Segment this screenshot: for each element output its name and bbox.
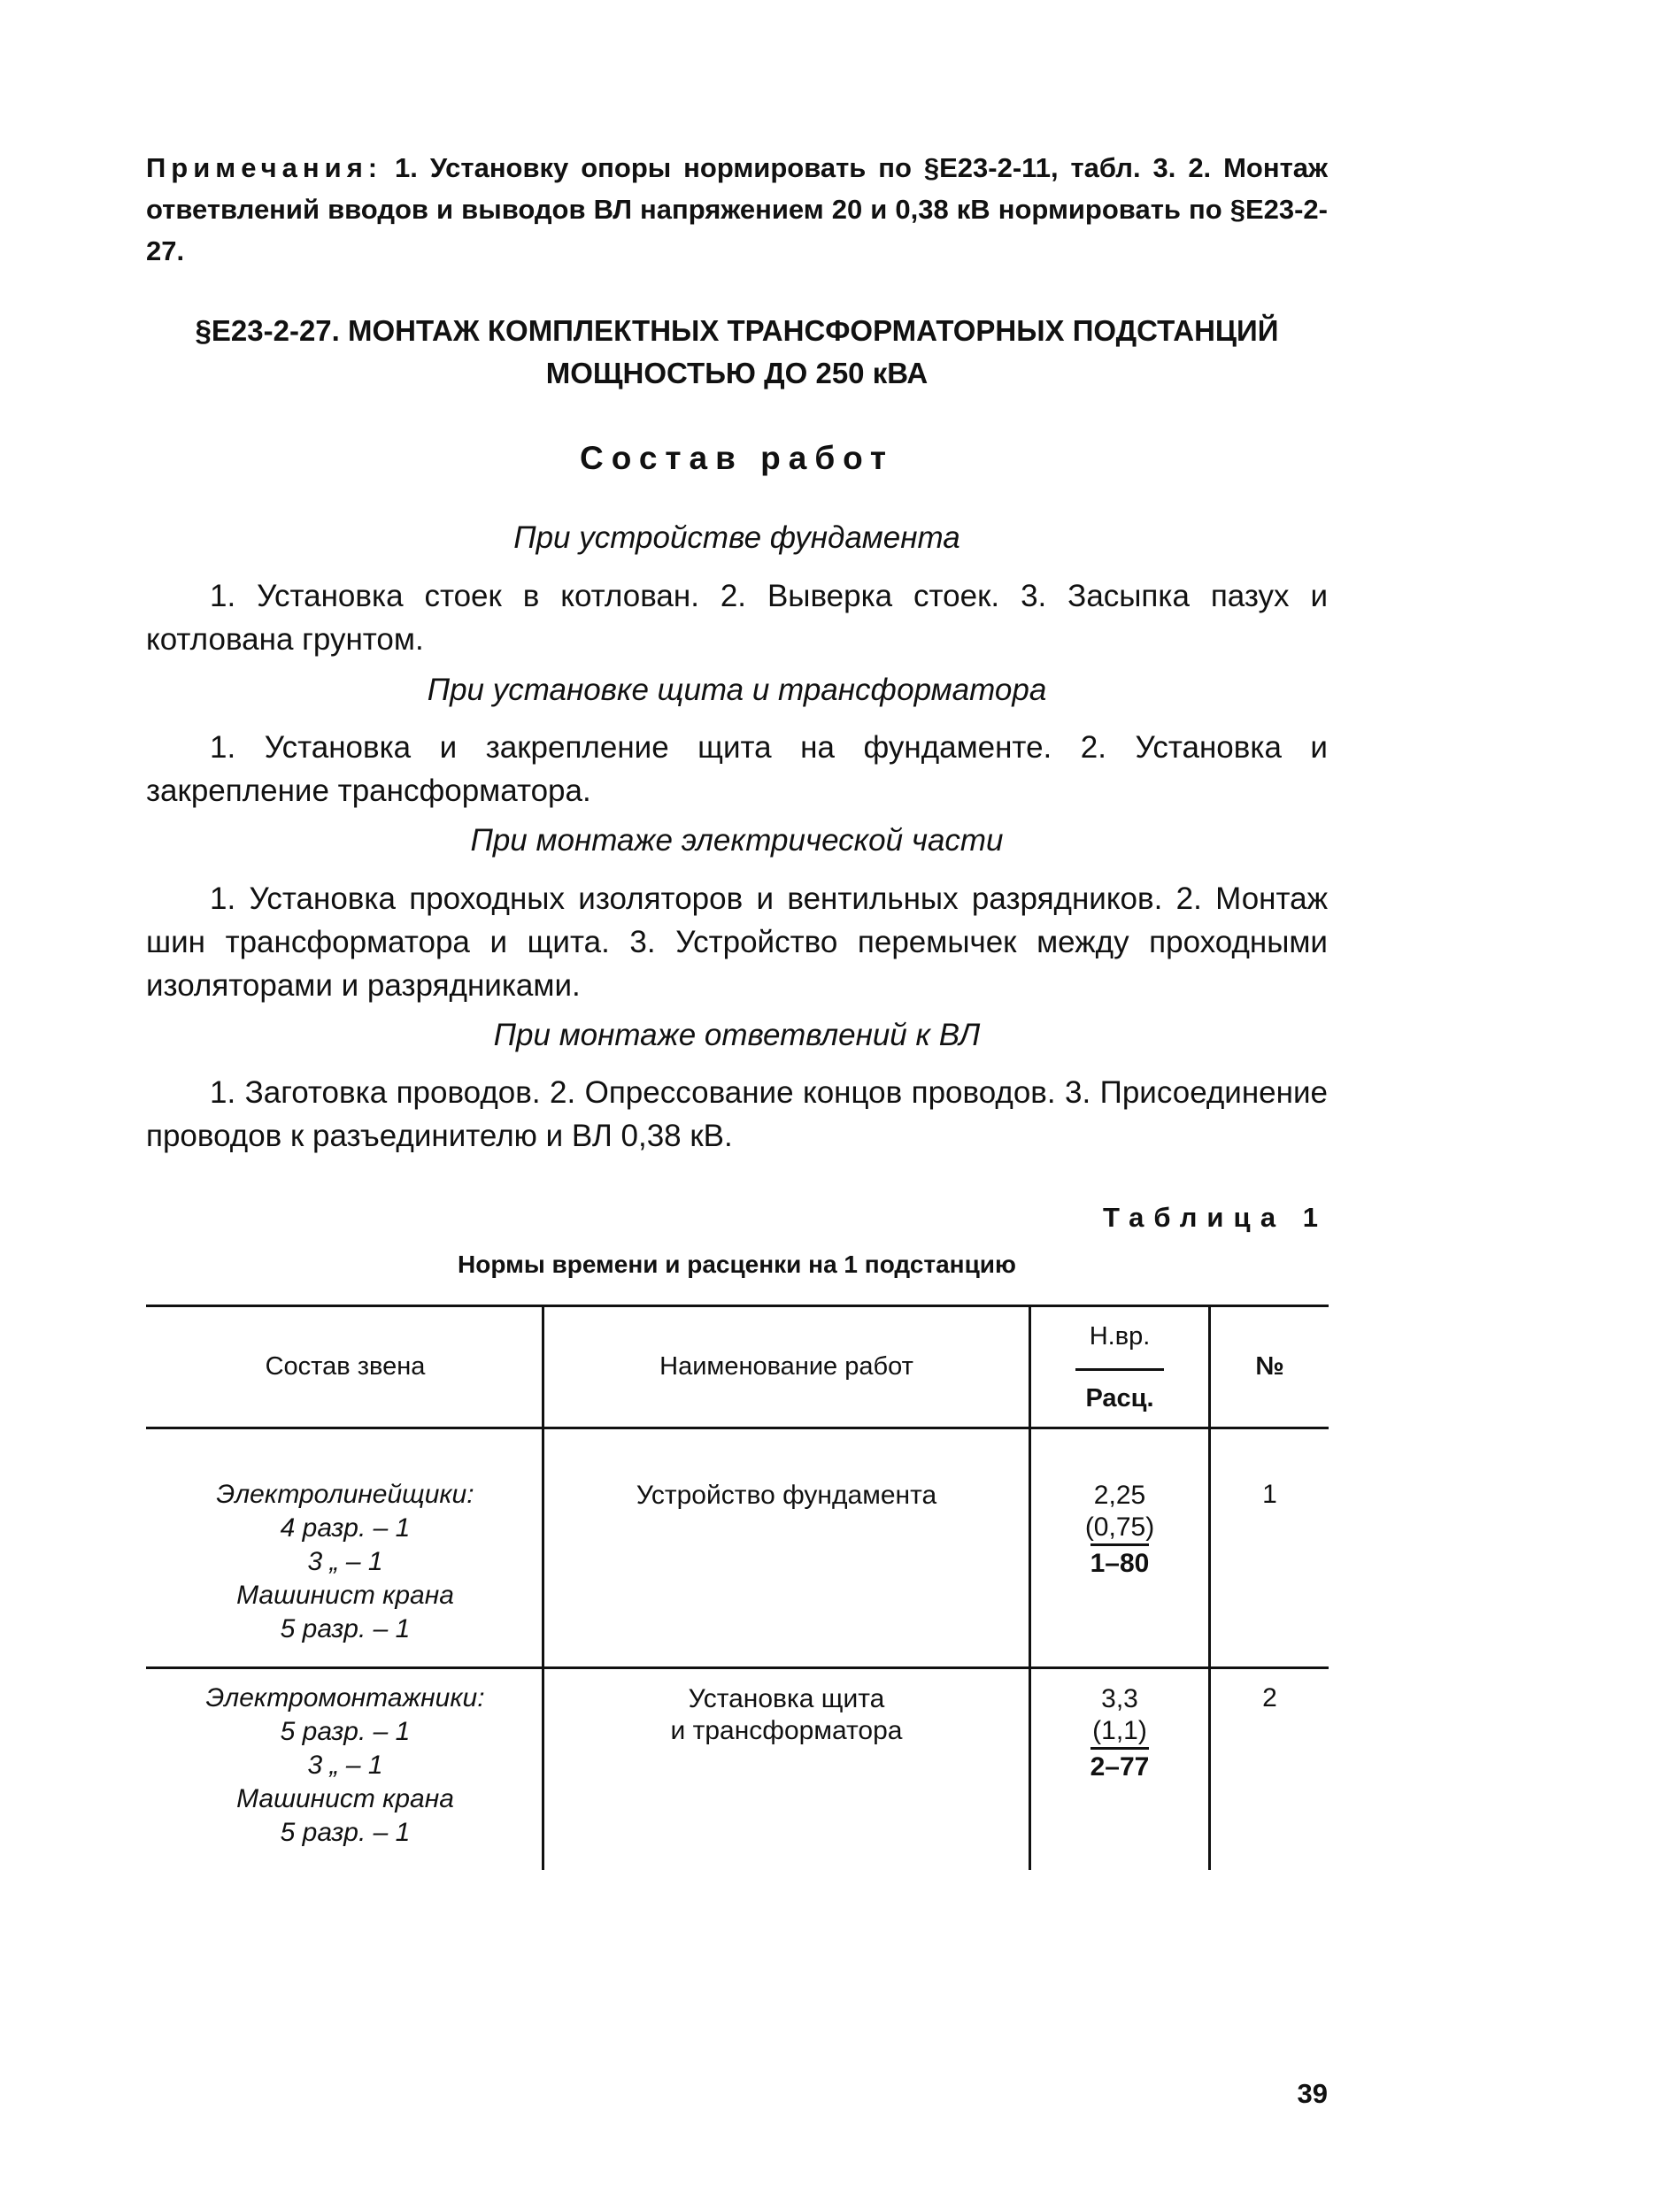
composition-group-1-text: 1. Установка стоек в котлован. 2. Выверка стоек. 3. Засыпка пазух и котлована грунтом. (146, 579, 1328, 657)
table-column-divider-3 (1208, 1305, 1211, 1870)
header-norm-divider (1075, 1368, 1164, 1371)
composition-title: Состав работ (580, 440, 894, 476)
section-title-line1: §Е23-2-27. МОНТАЖ КОМПЛЕКТНЫХ ТРАНСФОРМАТОРНЫХ ПОДСТАНЦИЙ (195, 314, 1279, 347)
work-1-line-1: Устройство фундамента (636, 1481, 937, 1510)
crew-2-line-1: Электромонтажники: (205, 1683, 485, 1713)
crew-2-line-5: 5 разр. – 1 (280, 1818, 411, 1847)
crew-1-line-3: 3 „ – 1 (307, 1547, 383, 1576)
crew-2-line-4: Машинист крана (236, 1784, 454, 1813)
section-title-line2: МОЩНОСТЬЮ ДО 250 кВА (545, 357, 929, 389)
table-column-divider-1 (542, 1305, 544, 1870)
table-row-1-norm (1031, 1480, 1208, 1580)
section-heading (146, 310, 1328, 395)
norm-1-rate: 1–80 (1090, 1543, 1150, 1580)
crew-1-line-1: Электролинейщики: (216, 1480, 474, 1509)
table-row-1-number: 1 (1262, 1480, 1277, 1509)
table-row-1-work (544, 1480, 1029, 1512)
table-header-border (146, 1427, 1329, 1429)
header-crew: Состав звена (265, 1352, 426, 1381)
work-2-line-2: и трансформатора (670, 1716, 903, 1745)
composition-group-3-heading: При монтаже электрической части (470, 823, 1004, 858)
work-2-line-1: Установка щита (688, 1684, 885, 1713)
composition-group-2-heading: При установке щита и трансформатора (427, 673, 1047, 707)
norm-2-rate: 2–77 (1090, 1747, 1150, 1783)
norm-1-time: 2,25 (1093, 1481, 1146, 1510)
table-top-border (146, 1305, 1329, 1307)
composition-group-4-heading: При монтаже ответвлений к ВЛ (493, 1018, 981, 1052)
table-row-2-work (544, 1683, 1029, 1747)
crew-1-line-2: 4 разр. – 1 (280, 1513, 411, 1543)
crew-2-line-3: 3 „ – 1 (307, 1751, 383, 1780)
crew-1-line-4: Машинист крана (236, 1581, 454, 1610)
table-row-2-crew (149, 1682, 542, 1850)
table-row-2-number: 2 (1262, 1683, 1277, 1713)
composition-group-1-heading: При устройстве фундамента (513, 520, 960, 555)
composition-group-4-text: 1. Заготовка проводов. 2. Опрессование концов проводов. 3. Присоединение проводов к разъединителю и ВЛ 0,38 кВ. (146, 1075, 1328, 1153)
norm-2-time: 3,3 (1101, 1684, 1138, 1713)
header-number: № (1255, 1352, 1284, 1381)
norm-2-extra: (1,1) (1092, 1716, 1147, 1745)
header-work: Наименование работ (659, 1352, 913, 1381)
table-label: Таблица 1 (1102, 1202, 1328, 1233)
notes (146, 147, 1328, 272)
table-row-2-norm (1031, 1683, 1208, 1783)
composition-group-3-text: 1. Установка проходных изоляторов и вентильных разрядников. 2. Монтаж шин трансформатора и щита. 3. Устройство перемычек между проходными изоляторами и разрядниками. (146, 881, 1328, 1003)
header-norm-rate: Расц. (1085, 1384, 1154, 1412)
norm-1-extra: (0,75) (1084, 1512, 1155, 1542)
header-norm-time: Н.вр. (1089, 1322, 1151, 1351)
crew-1-line-5: 5 разр. – 1 (280, 1614, 411, 1643)
crew-2-line-2: 5 разр. – 1 (280, 1717, 411, 1746)
composition-group-2-text: 1. Установка и закрепление щита на фундаменте. 2. Установка и закрепление трансформатора. (146, 730, 1328, 808)
page-number: 39 (1297, 2078, 1328, 2109)
notes-text: 1. Установку опоры нормировать по §Е23-2-11, табл. 3. 2. Монтаж ответвлений вводов и выводов ВЛ напряжением 20 и 0,38 кВ нормировать по §Е23-2-27. (146, 152, 1328, 266)
table-caption: Нормы времени и расценки на 1 подстанцию (458, 1251, 1016, 1278)
notes-label: Примечания: (146, 152, 383, 183)
table-row-divider (146, 1666, 1329, 1669)
table-row-1-crew (149, 1478, 542, 1646)
